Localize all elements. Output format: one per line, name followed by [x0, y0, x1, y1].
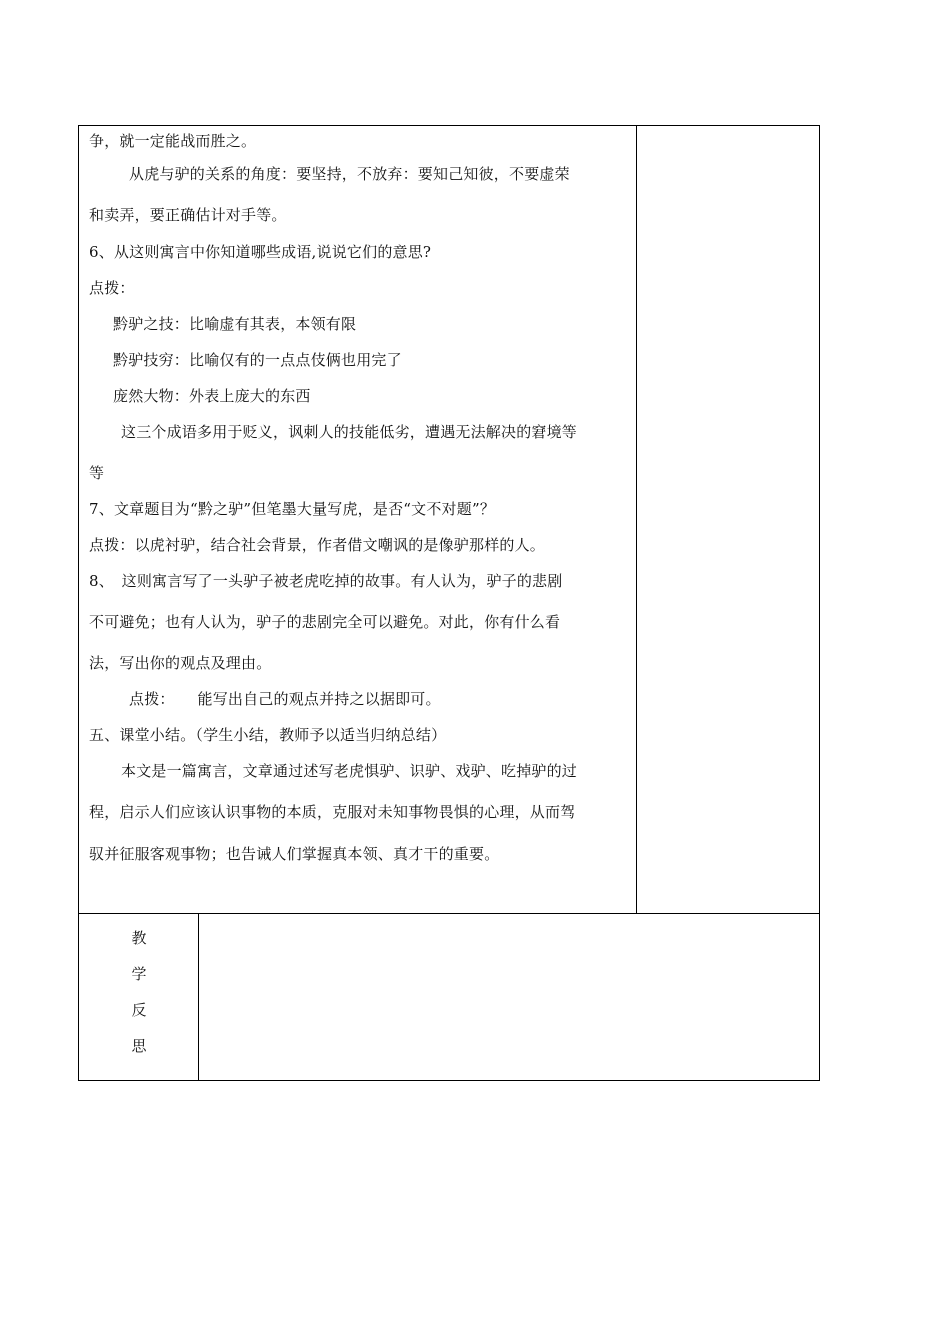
reflection-content-cell[interactable]	[199, 914, 819, 1080]
text-line: 驭并征服客观事物；也告诫人们掌握真本领、真才干的重要。	[89, 845, 500, 863]
text-line: 程，启示人们应该认识事物的本质，克服对未知事物畏惧的心理，从而驾	[89, 803, 576, 821]
text-line: 等	[89, 464, 105, 482]
text-line: 6、从这则寓言中你知道哪些成语,说说它们的意思?	[89, 243, 432, 261]
text-line: 法，写出你的观点及理由。	[89, 654, 272, 672]
text-line: 8、 这则寓言写了一头驴子被老虎吃掉的故事。有人认为，驴子的悲剧	[89, 572, 563, 590]
text-line: 和卖弄，要正确估计对手等。	[89, 206, 287, 224]
section-heading: 五、课堂小结。（学生小结，教师予以适当归纳总结）	[89, 726, 447, 744]
lesson-plan-table	[78, 125, 820, 1081]
text-line: 庞然大物：外表上庞大的东西	[113, 387, 311, 405]
text-line: 点拨：	[89, 279, 135, 297]
notes-cell	[637, 126, 819, 913]
text-line: 这三个成语多用于贬义，讽刺人的技能低劣，遭遇无法解决的窘境等	[121, 423, 578, 441]
reflection-label-char: 思	[131, 1037, 147, 1055]
reflection-label-char: 反	[131, 1001, 147, 1019]
reflection-label-cell	[79, 914, 199, 1080]
reflection-label-char: 学	[131, 965, 147, 983]
text-line: 本文是一篇寓言，文章通过述写老虎惧驴、识驴、戏驴、吃掉驴的过	[121, 762, 578, 780]
text-line: 7、文章题目为“黔之驴”但笔墨大量写虎，是否“文不对题”？	[89, 500, 496, 518]
text-line: 黔驴技穷：比喻仅有的一点点伎俩也用完了	[113, 351, 402, 369]
lesson-content-cell	[79, 126, 637, 913]
text-line: 不可避免；也有人认为，驴子的悲剧完全可以避免。对此，你有什么看	[89, 613, 561, 631]
text-line: 点拨： 能写出自己的观点并持之以据即可。	[129, 690, 441, 708]
text-line: 从虎与驴的关系的角度：要坚持，不放弃：要知己知彼，不要虚荣	[129, 165, 570, 183]
reflection-label-char: 教	[131, 929, 147, 947]
text-line: 争，就一定能战而胜之。	[89, 132, 257, 150]
text-line: 点拨：以虎衬驴，结合社会背景，作者借文嘲讽的是像驴那样的人。	[89, 536, 546, 554]
text-line: 黔驴之技：比喻虚有其表，本领有限	[113, 315, 357, 333]
reflection-row	[79, 914, 819, 1080]
content-row	[79, 126, 819, 914]
